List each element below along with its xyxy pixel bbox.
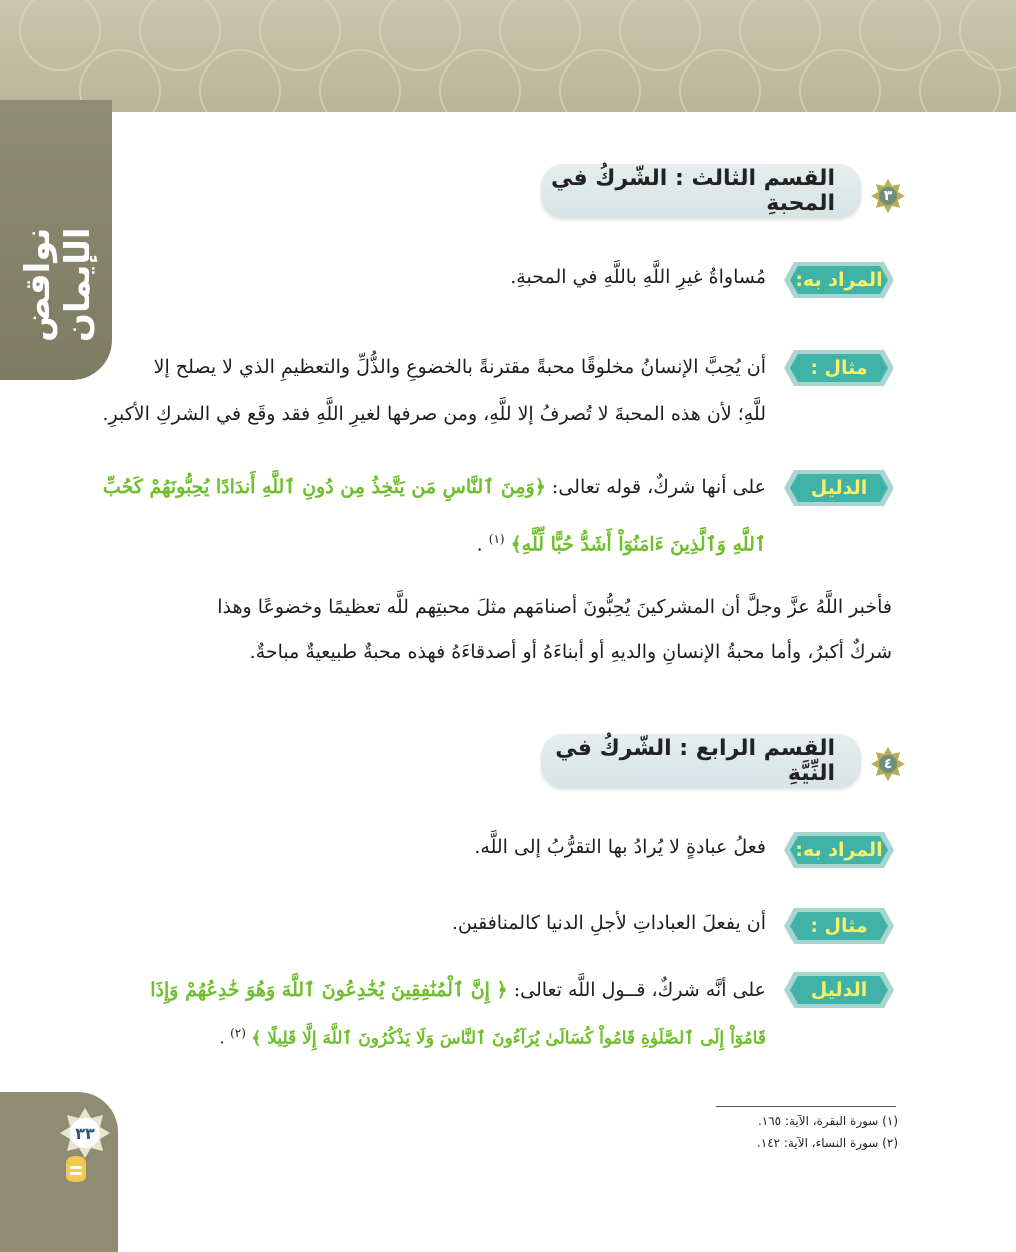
section-3-paragraph-line-1: فأخبر اللَّهُ عزَّ وجلَّ أن المشركينَ يُحِبُّونَ أصنامَهم مثلَ محبتِهم للَّه تعظيمًا وخضوعًا وهذا [217,596,892,618]
footnote-ref-1: (١) [488,532,505,546]
evidence-badge-4: الدليل [782,968,896,1012]
section-number-3: ٣ [870,178,906,214]
verse-text: ٱللَّهِ وَٱلَّذِينَ ءَامَنُوٓاْ أَشَدُّ حُبًّا لِّلَّهِ﴾ [510,533,766,556]
section-3-header [541,164,861,218]
example-badge-4: مثال : [782,904,896,948]
section-4-meaning: فعلُ عبادةٍ لا يُرادُ بها التقرُّبُ إلى اللَّه. [474,836,766,858]
evidence-badge-3: الدليل [782,466,896,510]
meaning-badge-4: المراد به: [782,828,896,872]
section-number-4: ٤ [870,746,906,782]
section-4-header [541,734,861,788]
footnote-2: (٢) سورة النساء، الآية: ١٤٢. [756,1136,898,1150]
section-4-title: القسم الرابع : الشّركُ في النِّيَّةِ [555,736,835,786]
section-4-evidence-line-1: على أنَّه شركٌ، قــول اللَّه تعالى: ﴿ إِنَّ ٱلْمُنَٰفِقِينَ يُخَٰدِعُونَ ٱللَّهَ وَهُوَ خَٰدِعُهُمْ وَإِذَا [150,979,766,1001]
verse-text: ﴿ إِنَّ ٱلْمُنَٰفِقِينَ يُخَٰدِعُونَ ٱللَّهَ وَهُوَ خَٰدِعُهُمْ وَإِذَا [150,979,508,1001]
section-3-example-line-1: أن يُحِبَّ الإنسانُ مخلوقًا محبةً مقترنةً بالخضوعِ والذُّلِّ والتعظيمِ الذي لا يصلح إلا [153,356,766,378]
section-3-title: القسم الثالث : الشّركُ في المحبةِ [550,166,835,216]
section-3-example-line-2: للَّهِ؛ لأن هذه المحبةَ لا تُصرفُ إلا للَّهِ، ومن صرفها لغيرِ اللَّهِ فقد وقَع في الشركِ الأكبرِ. [102,403,766,425]
footnote-ref-2: (٢) [230,1026,246,1040]
verse-text: ﴿وَمِنَ ٱلنَّاسِ مَن يَتَّخِذُ مِن دُونِ ٱللَّهِ أَندَادًا يُحِبُّونَهُمْ كَحُبِّ [102,476,546,498]
section-3-evidence-line-1: على أنها شركٌ، قوله تعالى: ﴿وَمِنَ ٱلنَّاسِ مَن يَتَّخِذُ مِن دُونِ ٱللَّهِ أَندَادًا يُحِبُّونَهُمْ كَحُبِّ [102,476,766,498]
section-3-evidence-line-2: ٱللَّهِ وَٱلَّذِينَ ءَامَنُوٓاْ أَشَدُّ حُبًّا لِّلَّهِ﴾ $^{(١)}$ . [476,532,766,556]
top-decorative-band [0,0,1016,112]
section-3-paragraph-line-2: شركٌ أكبرُ، وأما محبةُ الإنسانِ والديهِ أو أبناءَهُ أو أصدقاءَهُ فهذه محبةٌ طبيعيةٌ مباحةٌ. [249,641,892,663]
meaning-badge-3: المراد به: [782,258,896,302]
footnote-divider [716,1106,896,1107]
arabesque-pattern [0,0,1016,112]
example-badge-3: مثال : [782,346,896,390]
chapter-title: نواقض الإيمان [18,227,98,342]
section-3-meaning: مُساواةُ غيرِ اللَّهِ باللَّهِ في المحبةِ. [510,266,766,288]
section-4-example: أن يفعلَ العباداتِ لأجلِ الدنيا كالمنافقين. [451,912,766,934]
footnote-1: (١) سورة البقرة، الآية: ١٦٥. [757,1114,898,1128]
page-number: ٣٣ [75,1123,95,1143]
verse-text: قَامُوٓاْ إِلَى ٱلصَّلَوٰةِ قَامُواْ كُسَالَىٰ يُرَآءُونَ ٱلنَّاسَ وَلَا يَذْكُرُونَ ٱللَّهَ إِلَّا قَلِيلًا ﴾ [251,1028,766,1049]
section-4-evidence-line-2: قَامُوٓاْ إِلَى ٱلصَّلَوٰةِ قَامُواْ كُسَالَىٰ يُرَآءُونَ ٱلنَّاسَ وَلَا يَذْكُرُونَ ٱللَّهَ إِلَّا قَلِيلًا ﴾ $^{(٢)}$ . [219,1026,766,1049]
publisher-logo-icon [62,1152,90,1184]
